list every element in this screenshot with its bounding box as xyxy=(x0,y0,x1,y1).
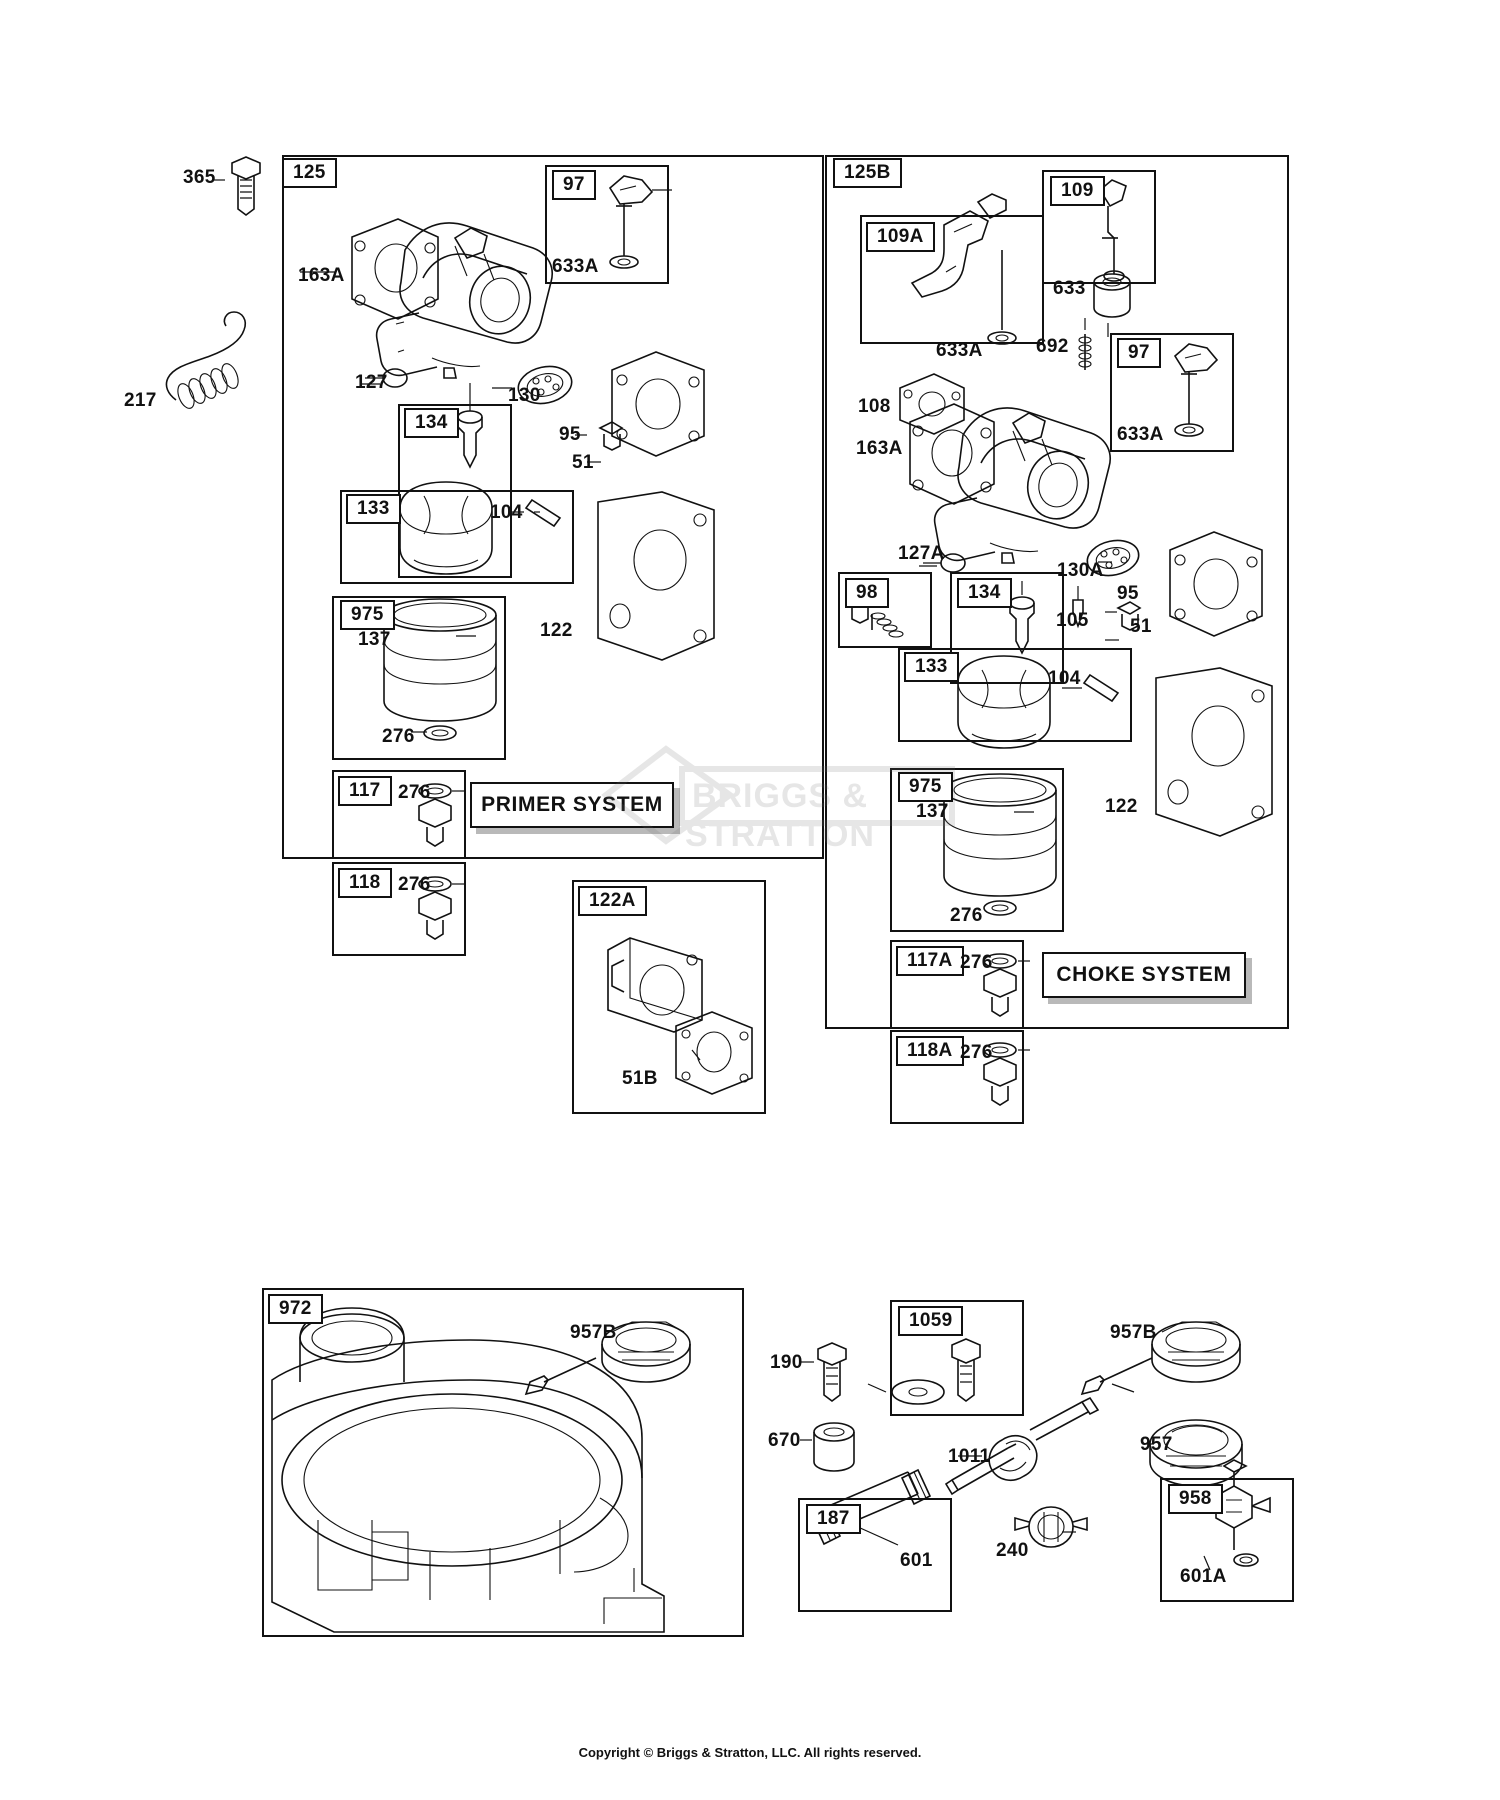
callout-601: 601 xyxy=(900,1550,933,1571)
callout-130A: 130A xyxy=(1057,560,1104,581)
callout-240: 240 xyxy=(996,1540,1029,1561)
callout-633A: 633A xyxy=(552,256,599,277)
callout-95-b: 95 xyxy=(1117,583,1139,604)
callout-98: 98 xyxy=(845,578,889,608)
callout-122: 122 xyxy=(540,620,573,641)
callout-958: 958 xyxy=(1168,1484,1223,1514)
callout-276-f: 276 xyxy=(960,1042,993,1063)
callout-633A-3: 633A xyxy=(1117,424,1164,445)
callout-122A: 122A xyxy=(578,886,647,916)
callout-104-b: 104 xyxy=(1048,668,1081,689)
callout-127: 127 xyxy=(355,372,388,393)
copyright-notice: Copyright © Briggs & Stratton, LLC. All rights reserved. xyxy=(578,1745,922,1760)
callout-133: 133 xyxy=(346,494,401,524)
callout-276: 276 xyxy=(382,726,415,747)
callout-972: 972 xyxy=(268,1294,323,1324)
callout-51-c: 51 xyxy=(1130,616,1152,637)
part-957B-cap-right xyxy=(1082,1322,1240,1394)
callout-276-c: 276 xyxy=(398,874,431,895)
callout-127A: 127A xyxy=(898,543,945,564)
callout-125: 125 xyxy=(282,158,337,188)
callout-365: 365 xyxy=(183,167,216,188)
callout-130: 130 xyxy=(508,385,541,406)
callout-957B-2: 957B xyxy=(1110,1322,1157,1343)
callout-670: 670 xyxy=(768,1430,801,1451)
callout-125B: 125B xyxy=(833,158,902,188)
callout-975-b: 975 xyxy=(898,772,953,802)
callout-108: 108 xyxy=(858,396,891,417)
callout-957: 957 xyxy=(1140,1434,1173,1455)
callout-137: 137 xyxy=(358,629,391,650)
part-670-spacer xyxy=(814,1423,854,1471)
callout-975: 975 xyxy=(340,600,395,630)
watermark-text: BRIGGS & STRATTON xyxy=(685,777,875,854)
callout-276-b: 276 xyxy=(398,782,431,803)
callout-633: 633 xyxy=(1053,278,1086,299)
callout-187: 187 xyxy=(806,1504,861,1534)
callout-133-b: 133 xyxy=(904,652,959,682)
callout-134: 134 xyxy=(404,408,459,438)
callout-1011: 1011 xyxy=(948,1446,991,1467)
callout-97-b: 97 xyxy=(1117,338,1161,368)
callout-105: 105 xyxy=(1056,610,1089,631)
callout-104: 104 xyxy=(490,502,523,523)
callout-633A-2: 633A xyxy=(936,340,983,361)
callout-97: 97 xyxy=(552,170,596,200)
callout-1059: 1059 xyxy=(898,1306,963,1336)
callout-122-b: 122 xyxy=(1105,796,1138,817)
callout-117A: 117A xyxy=(896,946,964,976)
callout-692: 692 xyxy=(1036,336,1069,357)
blower-housing-group-box xyxy=(262,1288,744,1637)
callout-134-b: 134 xyxy=(957,578,1012,608)
callout-957B: 957B xyxy=(570,1322,617,1343)
callout-51B: 51B xyxy=(622,1068,658,1089)
callout-137-b: 137 xyxy=(916,801,949,822)
callout-95: 95 xyxy=(559,424,581,445)
callout-190: 190 xyxy=(770,1352,803,1373)
callout-109A: 109A xyxy=(866,222,935,252)
callout-118: 118 xyxy=(338,868,392,898)
callout-118A: 118A xyxy=(896,1036,964,1066)
callout-117: 117 xyxy=(338,776,392,806)
callout-163A-2: 163A xyxy=(856,438,903,459)
part-217-spring xyxy=(166,312,245,411)
callout-217: 217 xyxy=(124,390,157,411)
part-190-bolt xyxy=(818,1343,846,1401)
callout-109: 109 xyxy=(1050,176,1105,206)
callout-276-e: 276 xyxy=(960,952,993,973)
callout-51: 51 xyxy=(572,452,594,473)
callout-163A: 163A xyxy=(298,265,345,286)
choke-system-banner: CHOKE SYSTEM xyxy=(1042,952,1246,998)
callout-276-d: 276 xyxy=(950,905,983,926)
part-365-bolt xyxy=(232,157,260,215)
primer-system-banner: PRIMER SYSTEM xyxy=(470,782,674,828)
callout-601A: 601A xyxy=(1180,1566,1227,1587)
